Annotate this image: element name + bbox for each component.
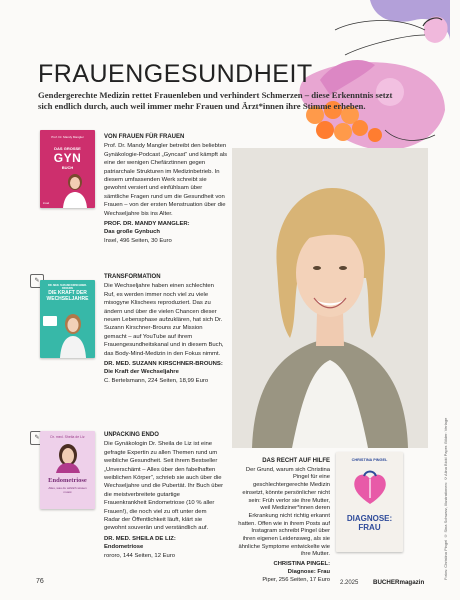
woman-portrait [58,312,88,358]
article-body: Die Gynäkologin Dr. Sheila de Liz ist eine gefragte Expertin zu allen Themen rund um weibliche Gesundheit. Seit ihrem Bestseller „Unverschämt – Alles über den fabelhaften weiblichen Körper“, schrieb sie auch über die Wechseljahre und die Pubertät. Ihr Buch über die meistverbreitete gutartige Frauenkrankheit Endometriose (10 % aller Frauen!), die noch viel zu oft unter dem Radar der Öffentlichkeit läuft, klärt sie gewohnt souverän und verständlich auf. [104,441,224,532]
book-reference-author: DR. MED. SUZANN KIRSCHNER-BROUNS: Die Kraft der Wechseljahre [104,361,223,376]
book-cover-gynbuch: Prof. Dr. Mandy Mangler DAS GROSSE GYN BUCH insel [40,130,95,208]
article-kicker: DAS RECHT AUF HILFE [262,458,330,464]
cover-author: Dr. med. Sheila de Liz [50,435,85,439]
magazine-name: BUCHERmagazin [373,579,425,586]
book-reference-author: DR. MED. SHEILA DE LIZ: [104,535,176,542]
lead-paragraph: Gendergerechte Medizin rettet Frauenleben und verhindert Schmerzen – diese Erkenntnis setzt sich endlich durch, auch weil immer mehr Frauen und Ärzt*innen ihre Stimme erheben. [38,90,393,111]
article-body: Prof. Dr. Mandy Mangler betreibt den beliebten Gynäkologie-Podcast „Gyncast“ und kämpft als eine der wenigen Chefärztinnen gegen patriarchale Strukturen im Medizinbetrieb. In diesem umfassenden Werk schreibt sie gewohnt versiert und einfühlsam über sämtliche Fragen rund um die Gesundheit von Frauen – von der ersten Menstruation über die Wechseljahre bis ins Alter. [104,143,228,217]
book-reference-details: C. Bertelsmann, 224 Seiten, 18,99 Euro [104,377,209,384]
book-reference-author: PROF. DR. MANDY MANGLER: [104,221,190,228]
heart-illustration [350,468,390,508]
tip-icon: ✎ [30,431,44,445]
book-cover-wechseljahre [40,280,95,358]
article-kicker: VON FRAUEN FÜR FRAUEN [104,134,185,140]
author-portrait [54,443,82,473]
cover-title-top: DAS GROSSE [54,146,81,151]
tip-icon: ✎ [30,274,44,288]
cover-subtitle: Alles, was du wirklich wissen musst [48,486,87,494]
article-gynbuch [104,133,228,245]
book-reference-author: CHRISTINA PINGEL: [273,561,330,568]
cover-author: DR. MED. SUZANN KIRSCHNER-BROUNS [48,284,87,290]
book-reference-details: rororo, 144 Seiten, 12 Euro [104,552,176,559]
article-wechseljahre [104,273,224,385]
article-kicker: TRANSFORMATION [104,274,161,280]
photo-credit: Fotos: Christina Pingel © Sina Schwarz, Illustrationen: ©Alina Bickl Paper. Bilder: Verlage [443,417,448,580]
cover-author: CHRISTINA PINGEL [351,458,388,462]
book-reference-title: Das große Gynbuch [104,229,160,236]
book-reference-details: Insel, 496 Seiten, 30 Euro [104,237,172,244]
cover-title-bot: BUCH [61,165,74,170]
cover-title-mid: GYN [53,151,82,165]
page-number: 76 [36,578,44,585]
book-reference-title: Diagnose: Frau [287,568,330,575]
article-kicker: UNPACKING ENDO [104,432,159,438]
article-endometriose [104,431,224,560]
book-cover-diagnose-frau [336,452,403,552]
doctor-portrait [60,172,90,208]
article-body: Die Wechseljahre haben einen schlechten Ruf, es werden immer noch viel zu viele misogyne Klischees reproduziert. Das zu ändern und über die vielen Chancen dieser neuen Lebensphase aufzuklären, hat sich Dr. Suzann Kirschner-Brouns zur Mission gemacht – auf YouTube auf ihrem Frauengesundheitskanal und in diesem Buch, das Body-Mind-Medizin in den Fokus nimmt. [104,283,224,357]
cover-author: Prof. Dr. Mandy Mangler [51,135,84,139]
book-reference-title: Endometriose [104,544,144,551]
page-headline: FRAUENGESUNDHEIT [38,60,313,88]
article-diagnose-frau [238,458,330,584]
author-photo [232,148,428,448]
book-reference-details: Piper, 256 Seiten, 17 Euro [262,576,330,583]
cover-title: DIE KRAFT DER WECHSELJAHRE [46,290,89,302]
book-cover-endometriose [40,431,95,509]
cover-title: Endometriose [48,477,87,484]
cover-title: DIAGNOSE: FRAU [346,514,393,532]
article-body: Der Grund, warum sich Christina Pingel für eine geschlechtergerechte Medizin einsetzt, könnte persönlicher nicht sein: Früh verlor sie ihre Mutter, weil Mediziner*innen deren Erkrankung nicht richtig erkannt hatten. Offen wie in ihrem Posts auf Instagram schreibt Pingel über ihren eigenen Leidensweg, als sie ähnliche Symptome entwickelte wie ihre Mutter. [238,466,330,558]
issue-date: 2.2025 [340,580,359,586]
